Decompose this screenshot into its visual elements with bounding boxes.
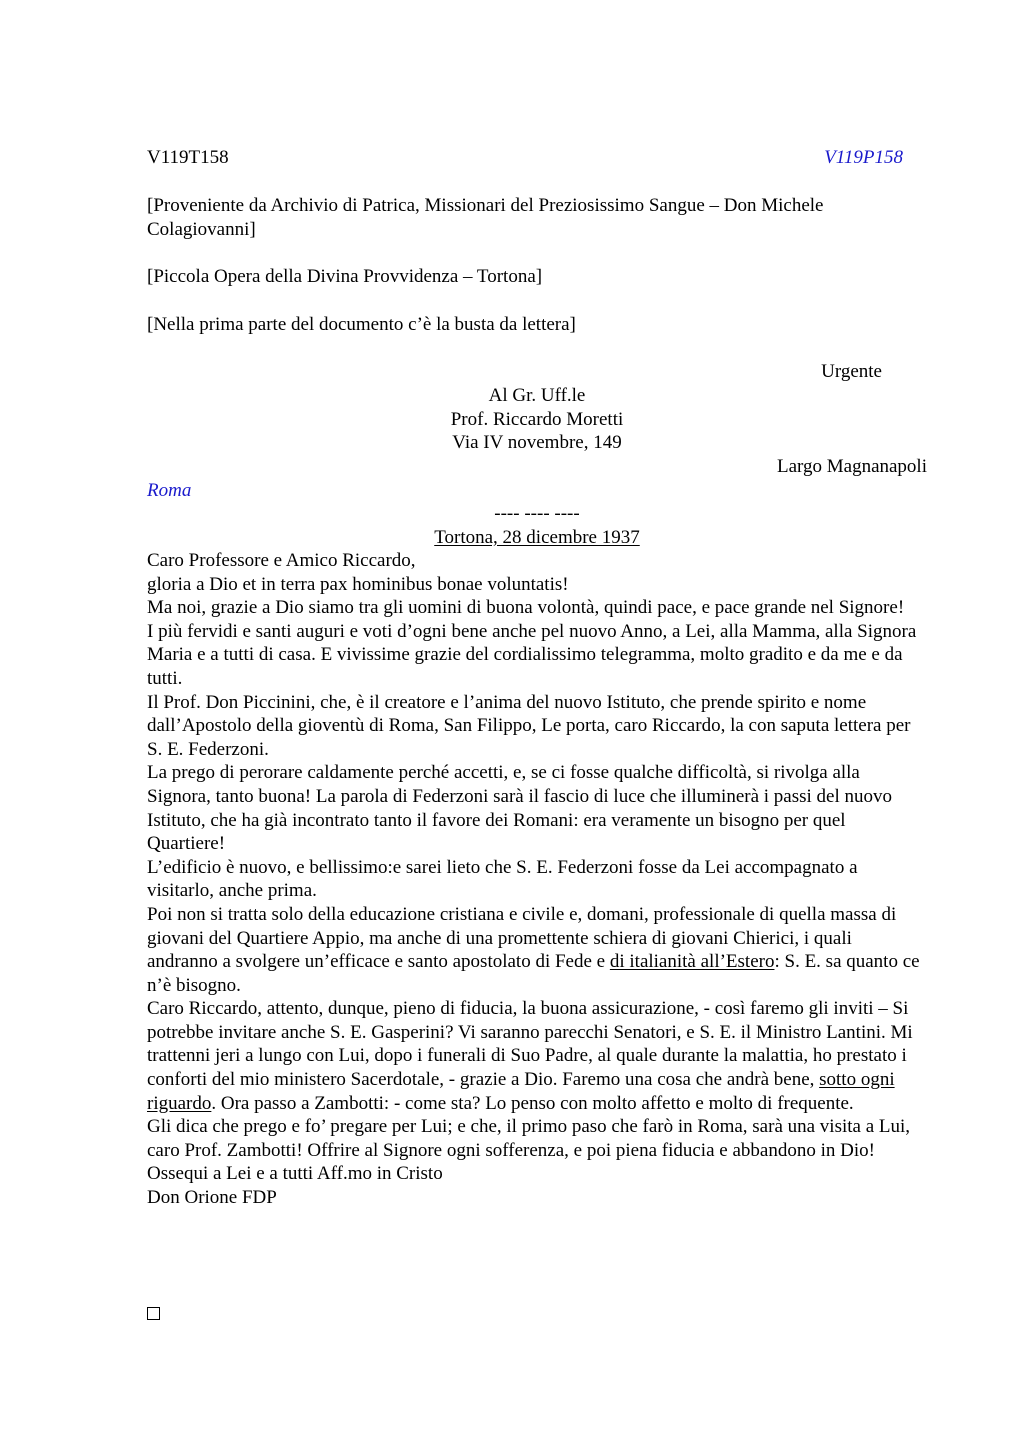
text-span: : S. E. sa quanto ce n’è bisogno. xyxy=(147,951,920,996)
paragraph: I più fervidi e santi auguri e voti d’ogni bene anche pel nuovo Anno, a Lei, alla Mamma, alla Signora Maria e a tutti di casa. E vivissime grazie del cordialissimo telegramma, molto gradito e da me e da tutti. xyxy=(147,620,917,689)
addressee-street: Via IV novembre, 149 xyxy=(452,432,622,453)
letter-date xyxy=(147,526,927,550)
source-note: [Proveniente da Archivio di Patrica, Missionari del Preziosissimo Sangue – Don Michele Colagiovanni] xyxy=(147,195,824,240)
separator: ---- ---- ---- xyxy=(494,503,580,524)
paragraph: Gli dica che prego e fo’ pregare per Lui; e che, il primo paso che farò in Roma, sarà una visita a Lui, caro Prof. Zambotti! Offrire al Signore ogni sofferenza, e poi piena fiducia e abbandono in Dio! xyxy=(147,1116,911,1161)
text-span: Poi non si tratta solo della educazione cristiana e civile e, domani, professionale di quella massa di giovani del Quartiere Appio, ma anche di una promettente schiera di giovani Chierici, i quali andranno a svolgere un’efficace e santo apostolato di Fede e xyxy=(147,903,897,973)
paragraph: Ma noi, grazie a Dio siamo tra gli uomini di buona volontà, quindi pace, e pace grande nel Signore! xyxy=(147,597,905,619)
letter-body xyxy=(147,549,927,1210)
addressee-name: Prof. Riccardo Moretti xyxy=(450,409,624,430)
closing: Ossequi a Lei e a tutti Aff.mo in Cristo xyxy=(147,1163,443,1185)
paragraph: L’edificio è nuovo, e bellissimo:e sarei lieto che S. E. Federzoni fosse da Lei accompagnato a visitarlo, anche prima. xyxy=(147,856,858,902)
checkbox[interactable] xyxy=(147,1307,160,1320)
text-span: Caro Riccardo, attento, dunque, pieno di fiducia, la buona assicurazione, - così faremo gli inviti – Si potrebbe invitare anche S. E. Gasperini? Vi saranno parecchi Senatori, e S. E. il Ministro Lantini. Mi trattenni jeri a lungo con Lui, dopo i funerali di Suo Padre, al quale durante la malattia, ho prestato i conforti del mio ministero Sacerdotale, - grazie a Dio. Faremo una cosa che andrà bene, xyxy=(147,998,913,1091)
paragraph: Il Prof. Don Piccinini, che, è il creatore e l’anima del nuovo Istituto, che prende spirito e nome dall’Apostolo della gioventù di Roma, San Filippo, Le porta, caro Riccardo, la con saputa lettera per S. E. Federzoni. xyxy=(147,691,911,760)
letter-date-text: Tortona, 28 dicembre 1937 xyxy=(434,527,640,548)
signature: Don Orione FDP xyxy=(147,1187,277,1209)
paragraph: gloria a Dio et in terra pax hominibus bonae voluntatis! xyxy=(147,573,569,595)
paragraph xyxy=(147,903,927,997)
opera-note: [Piccola Opera della Divina Provvidenza – Tortona] xyxy=(147,266,543,287)
underlined-text: sotto ogni riguardo xyxy=(147,1069,895,1114)
document-code: V119T158 xyxy=(147,147,229,168)
paragraph: La prego di perorare caldamente perché accetti, e, se ci fosse qualche difficoltà, si rivolga alla Signora, tanto buona! La parola di Federzoni sarà il fascio di luce che illuminerà i passi del nuovo Istituto, che ha già incontrato tanto il favore dei Romani: era veramente un bisogno per quel Quartiere! xyxy=(147,762,892,855)
text-span: . Ora passo a Zambotti: - come sta? Lo penso con molto affetto e molto di frequente. xyxy=(211,1092,854,1114)
page-code-link[interactable]: V119P158 xyxy=(824,147,903,168)
addressee-square: Largo Magnanapoli xyxy=(776,456,927,477)
city-link[interactable]: Roma xyxy=(147,480,192,501)
paragraph xyxy=(147,997,927,1115)
addressee-title: Al Gr. Uff.le xyxy=(488,385,586,406)
greeting: Caro Professore e Amico Riccardo, xyxy=(147,550,416,571)
envelope-note: [Nella prima parte del documento c’è la busta da lettera] xyxy=(147,314,576,335)
urgent-label: Urgente xyxy=(821,361,882,382)
underlined-text: di italianità all’Estero xyxy=(609,951,775,973)
